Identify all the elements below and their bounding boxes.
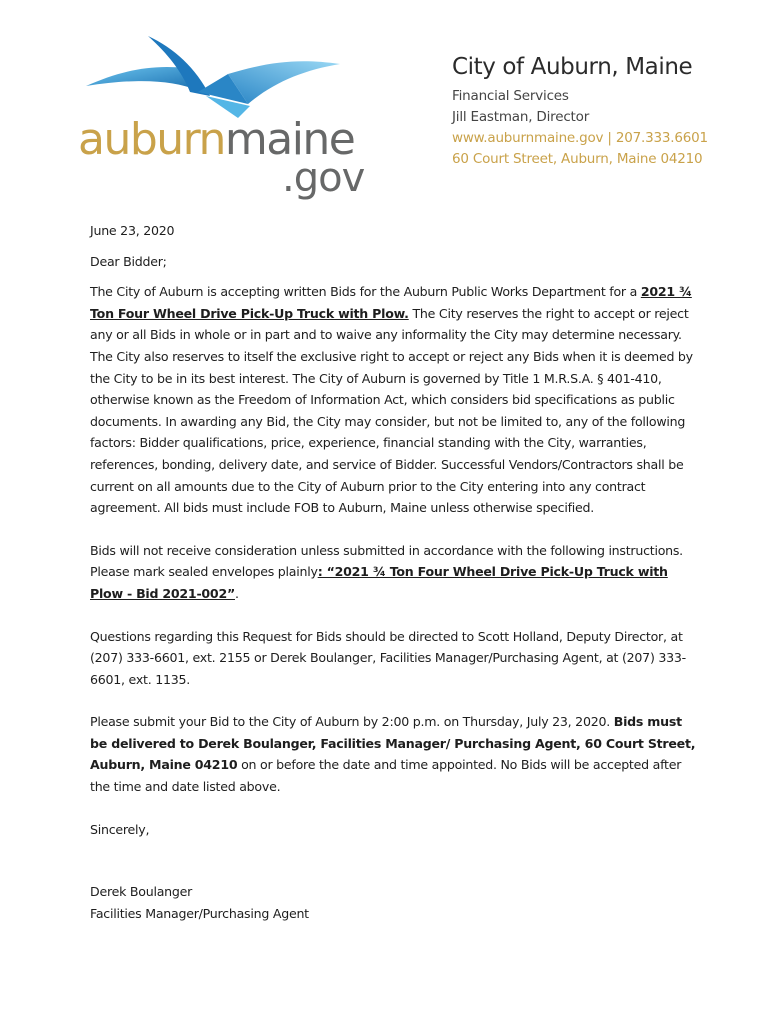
p2-end: .	[235, 585, 239, 601]
logo-wordmark: auburnmaine	[78, 114, 355, 165]
signer-name: Derek Boulanger	[90, 884, 193, 900]
logo-bird-emblem-icon	[78, 34, 368, 124]
auburnmaine-logo	[78, 34, 368, 201]
p4-intro: Please submit your Bid to the City of Auburn by 2:00 p.m. on Thursday, July 23, 2020.	[90, 714, 614, 730]
paragraph-2	[90, 540, 700, 605]
p4-rest: on or before the date and time appointed. No Bids will be accepted after the time and date listed above.	[90, 757, 682, 795]
letterhead	[452, 52, 752, 170]
p4-bold: Bids must be delivered to Derek Boulanger, Facilities Manager/ Purchasing Agent, 60 Court Street, Auburn, Maine 04210	[90, 714, 696, 773]
department: Financial Services	[452, 88, 569, 104]
logo-gov-suffix: .gov	[282, 155, 365, 201]
letter-body	[90, 220, 700, 924]
address: 60 Court Street, Auburn, Maine 04210	[452, 151, 703, 167]
paragraph-4	[90, 711, 700, 797]
director: Jill Eastman, Director	[452, 109, 590, 125]
p2-intro: Bids will not receive consideration unless submitted in accordance with the following instructions. Please mark sealed envelopes plainly	[90, 542, 683, 580]
signature-space	[90, 840, 700, 881]
closing: Sincerely,	[90, 821, 150, 837]
p1-item: 2021 ¾ Ton Four Wheel Drive Pick-Up Truck with Plow.	[90, 284, 692, 321]
salutation: Dear Bidder;	[90, 253, 167, 269]
paragraph-1	[90, 281, 700, 519]
city-name: City of Auburn, Maine	[452, 54, 693, 80]
p2-marking: : “2021 ¾ Ton Four Wheel Drive Pick-Up Truck with Plow - Bid 2021-002”	[90, 564, 668, 601]
paragraph-3: Questions regarding this Request for Bids should be directed to Scott Holland, Deputy Director, at (207) 333-6601, ext. 2155 or Derek Boulanger, Facilities Manager/Purchasing Agent, at (207) 333-6601, ext. 1135.	[90, 628, 686, 687]
p1-rest: The City reserves the right to accept or reject any or all Bids in whole or in part and to waive any informality the City may determine necessary. The City also reserves to itself the exclusive right to accept or reject any Bids when it is deemed by the City to be in its best interest. The City of Auburn is governed by Title 1 M.R.S.A. § 401-410, otherwise known as the Freedom of Information Act, which considers bid specifications as public documents. In awarding any Bid, the City may consider, but not be limited to, any of the following factors: Bidder qualifications, price, experience, financial standing with the City, warranties, references, bonding, delivery date, and service of Bidder. Successful Vendors/Contractors shall be current on all amounts due to the City of Auburn prior to the City entering into any contract agreement. All bids must include FOB to Auburn, Maine unless otherwise specified.	[90, 305, 693, 516]
letter-date: June 23, 2020	[90, 223, 175, 238]
p1-intro: The City of Auburn is accepting written Bids for the Auburn Public Works Department for a	[90, 284, 641, 300]
signer-title: Facilities Manager/Purchasing Agent	[90, 905, 309, 921]
website-phone-link[interactable]: www.auburnmaine.gov | 207.333.6601	[452, 130, 708, 146]
